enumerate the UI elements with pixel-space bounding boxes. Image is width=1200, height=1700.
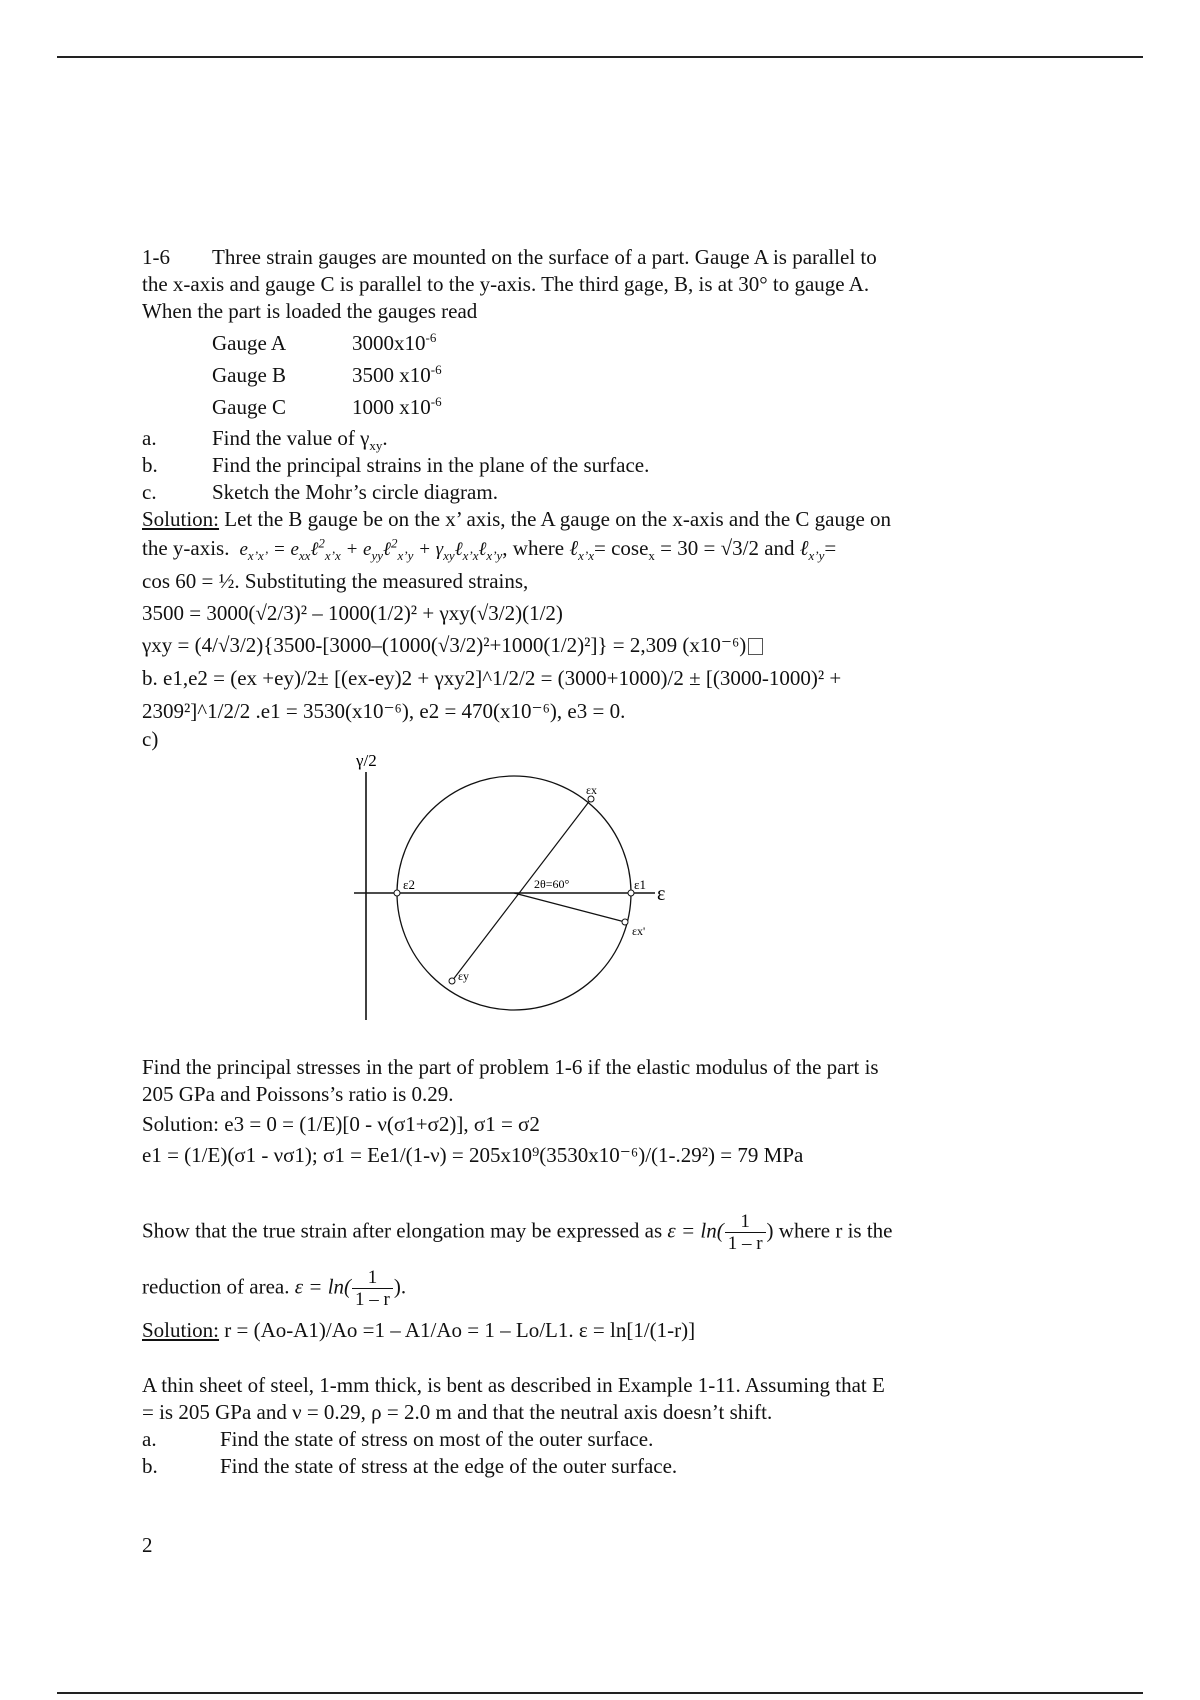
problem-statement-line-2: the x-axis and gauge C is parallel to the y-axis. The third gage, B, is at 30° to gauge A. bbox=[142, 272, 870, 296]
part-letter: b. bbox=[142, 1454, 158, 1478]
part-letter: a. bbox=[142, 426, 157, 450]
gauge-value: 1000 $x10^{-6}$ bbox=[352, 394, 442, 419]
problem2-line-2: 205 GPa and Poissons’s ratio is 0.29. bbox=[142, 1082, 454, 1106]
solution-label: Solution: bbox=[142, 1318, 220, 1342]
problem-text: Three strain gauges are mounted on the surface of a part. Gauge A is parallel to bbox=[212, 245, 877, 269]
problem2-line-1: Find the principal stresses in the part of problem 1-6 if the elastic modulus of the part is bbox=[142, 1055, 879, 1079]
label-exprime: εx' bbox=[632, 924, 646, 938]
part-text: Find the state of stress at the edge of the outer surface. bbox=[220, 1454, 678, 1478]
part-text: Find the principal strains in the plane of the surface. bbox=[212, 453, 650, 477]
problem2-solution-2: e1 = (1/E)(σ1 - νσ1); σ1 = Ee1/(1-ν) = 205x10⁹(3530x10⁻⁶)/(1-.29²) = 79 MPa bbox=[142, 1143, 804, 1167]
gauge-name: Gauge A bbox=[212, 331, 287, 355]
gamma-axis-label: γ/2 bbox=[356, 751, 377, 770]
point-e2 bbox=[394, 890, 400, 896]
mohr-circle-diagram bbox=[350, 748, 690, 1028]
diameter-xy bbox=[452, 799, 591, 981]
problem-number: 1-6 bbox=[142, 245, 170, 269]
problem3-line-2: reduction of area. ε = ln( $\frac{1}{1 - r}$ ). bbox=[142, 1267, 407, 1310]
bottom-rule bbox=[57, 1692, 1143, 1694]
part-letter: c. bbox=[142, 480, 157, 504]
part-text: Find the state of stress on most of the outer surface. bbox=[220, 1427, 654, 1451]
solution-line-5: γxy = (4/√3/2){3500-[3000–(1000(√3/2)²+1000(1/2)²]} = 2,309 (x10⁻⁶) bbox=[142, 632, 765, 658]
problem4-line-1: A thin sheet of steel, 1-mm thick, is bent as described in Example 1-11. Assuming that E bbox=[142, 1373, 885, 1397]
gauge-value: $3000x10^{-6}$ bbox=[352, 330, 437, 355]
problem-statement-line-1 bbox=[142, 244, 877, 270]
solution-line-2: the y-axis. $e_{x’x’}$ = $e_{xx}\ell^2_{x’x}$ + $e_{yy}\ell^2_{x’y}$ + $\gamma_{xy}\ell_{x’x}\ell_{x’y}$, where ℓ$_{x’x}$= cose$_x$ = 30 = √3/2 and ℓ$_{x’y}$= bbox=[142, 535, 837, 564]
gauge-name: Gauge B bbox=[212, 363, 287, 387]
problem-statement-line-3: When the part is loaded the gauges read bbox=[142, 299, 478, 323]
part-c-label: c) bbox=[142, 727, 159, 751]
problem2-solution-1: Solution: e3 = 0 = (1/E)[0 - ν(σ1+σ2)], σ1 = σ2 bbox=[142, 1112, 540, 1136]
label-e2: ε2 bbox=[403, 877, 415, 892]
solution-line-3: cos 60 = ½. Substituting the measured strains, bbox=[142, 569, 529, 593]
label-ex: εx bbox=[586, 783, 598, 797]
solution-line-1: Solution: Let the B gauge be on the x’ axis, the A gauge on the x-axis and the C gauge on bbox=[142, 507, 892, 531]
problem3-line-1: Show that the true strain after elongation may be expressed as ε = ln( $\frac{1}{1 - r}$ ) where r is the bbox=[142, 1211, 893, 1254]
gauge-name: Gauge C bbox=[212, 395, 287, 419]
part-text: Sketch the Mohr’s circle diagram. bbox=[212, 480, 498, 504]
label-ey: εy bbox=[458, 969, 470, 983]
label-e1: ε1 bbox=[634, 877, 646, 892]
solution-line-4: 3500 = 3000(√2/3)² – 1000(1/2)² + γxy(√3/2)(1/2) bbox=[142, 601, 563, 625]
gauge-value: 3500 $x10^{-6}$ bbox=[352, 362, 442, 387]
label-angle: 2θ=60° bbox=[534, 877, 570, 891]
problem3-solution: Solution: r = (Ao-A1)/Ao =1 – A1/Ao = 1 – Lo/L1. ε = ln[1/(1-r)] bbox=[142, 1318, 696, 1342]
solution-label: Solution: bbox=[142, 507, 220, 531]
solution-line-6: b. e1,e2 = (ex +ey)/2± [(ex-ey)2 + γxy2]^1/2/2 = (3000+1000)/2 ± [(3000-1000)² + bbox=[142, 666, 842, 690]
placeholder-box bbox=[748, 638, 763, 655]
point-exprime bbox=[622, 919, 628, 925]
fraction: $\frac{1}{1 - r}$ bbox=[725, 1211, 766, 1254]
radius-xprime bbox=[514, 893, 625, 922]
part-letter: a. bbox=[142, 1427, 157, 1451]
page-number: 2 bbox=[142, 1533, 153, 1557]
solution-line-7: 2309²]^1/2/2 .e1 = 3530(x10⁻⁶), e2 = 470(x10⁻⁶), e3 = 0. bbox=[142, 699, 626, 723]
part-letter: b. bbox=[142, 453, 158, 477]
epsilon-axis-label: ε bbox=[657, 883, 666, 905]
top-rule bbox=[57, 56, 1143, 58]
part-text: Find the value of $\gamma_{xy}$. bbox=[212, 426, 388, 454]
strain-transform-equation: $e_{x’x’}$ = $e_{xx}\ell^2_{x’x}$ + $e_{yy}\ell^2_{x’y}$ + $\gamma_{xy}\ell_{x’x}\ell_{x’y}$ bbox=[234, 535, 503, 563]
point-ey bbox=[449, 978, 455, 984]
problem4-line-2: = is 205 GPa and ν = 0.29, ρ = 2.0 m and that the neutral axis doesn’t shift. bbox=[142, 1400, 773, 1424]
fraction: $\frac{1}{1 - r}$ bbox=[352, 1267, 393, 1310]
